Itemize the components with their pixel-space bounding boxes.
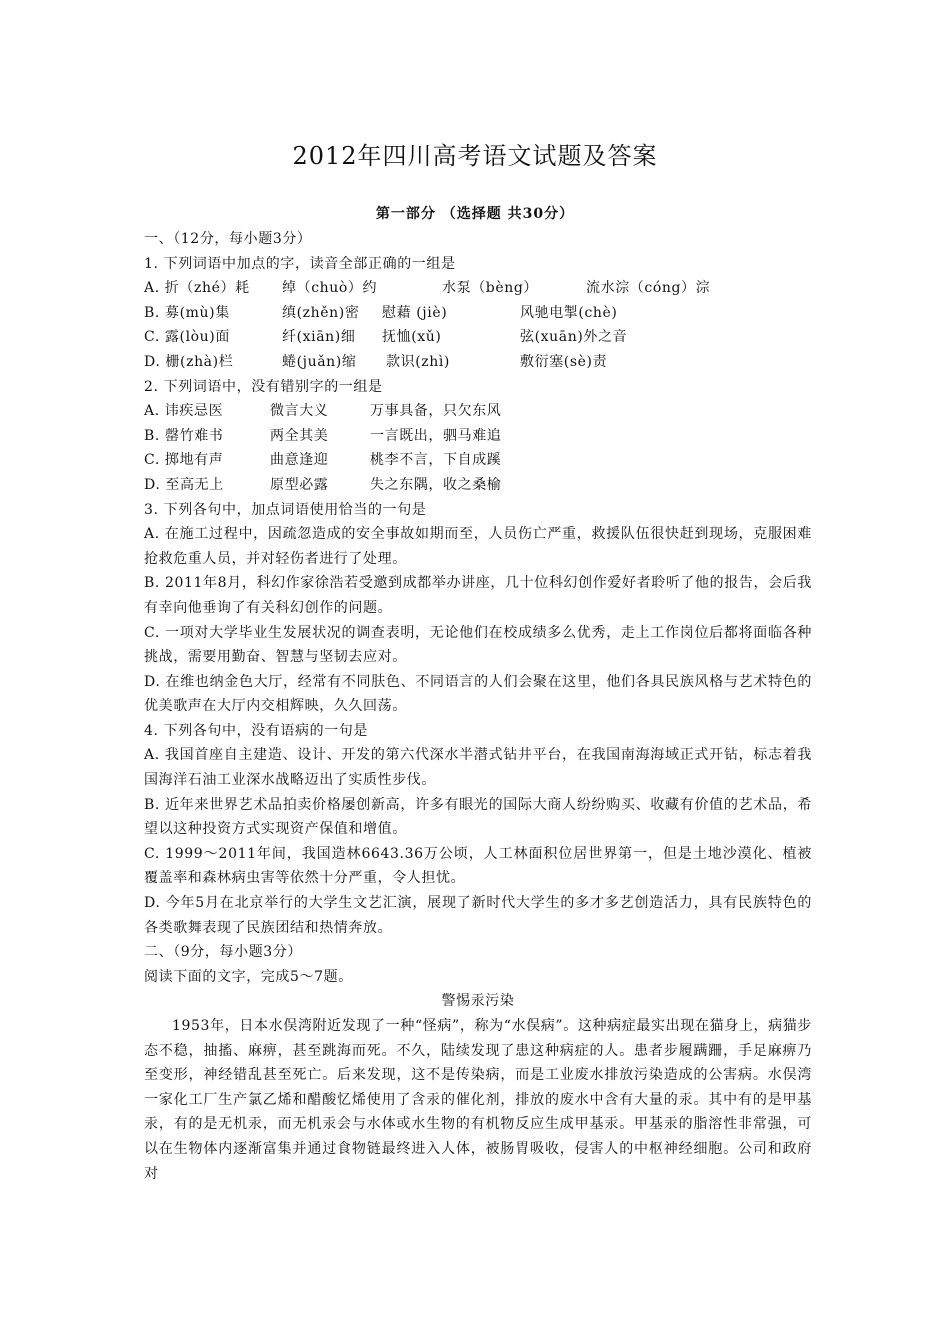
- option-item: B. 募(mù)集: [144, 304, 230, 321]
- section-heading: 一、（12分，每小题3分）: [144, 231, 312, 247]
- question-option: D. 在维也纳金色大厅，经常有不同肤色、不同语言的人们会聚在这里，他们各具民族风格与艺术特色的优美歌声在大厅内交相辉映，久久回荡。: [144, 673, 812, 715]
- option-item: 微言大义: [270, 403, 329, 420]
- option-item: 蜷(juǎn)缩: [282, 353, 357, 370]
- question-option: [144, 424, 812, 449]
- option-item: 敷衍塞(sè)责: [520, 353, 608, 370]
- option-item: 风驰电掣(chè): [520, 304, 618, 321]
- option-item: 慰藉 (jiè): [382, 304, 448, 321]
- question-option: [144, 276, 812, 301]
- option-item: 两全其美: [270, 427, 329, 444]
- question-option: C. 1999～2011年间，我国造林6643.36万公顷，人工林面积位居世界第一，但是土地沙漠化、植被覆盖率和森林病虫害等依然十分严重，令人担忧。: [144, 845, 812, 887]
- question-option: [144, 301, 812, 326]
- reading-instruction: 阅读下面的文字，完成5～7题。: [144, 968, 353, 985]
- question-option: A. 在施工过程中，因疏忽造成的安全事故如期而至，人员伤亡严重，救援队伍很快赶到现场，克服困难抢救危重人员，并对轻伤者进行了处理。: [144, 526, 812, 567]
- option-item: 原型必露: [270, 476, 329, 493]
- question-stem: 1. 下列词语中加点的字，读音全部正确的一组是: [144, 255, 456, 272]
- document-title: 2012年四川高考语文试题及答案: [292, 142, 658, 170]
- option-item: 失之东隅，收之桑榆: [370, 476, 502, 493]
- part-heading: 第一部分 （选择题 共30分）: [375, 206, 575, 222]
- option-item: C. 掷地有声: [144, 452, 224, 469]
- option-item: 款识(zhì): [386, 353, 450, 370]
- section-heading: 二、（9分，每小题3分）: [144, 944, 303, 961]
- option-item: D. 栅(zhà)栏: [144, 353, 234, 370]
- document-body: [144, 227, 812, 1186]
- question-option: [144, 448, 812, 473]
- question-stem: 2. 下列词语中，没有错别字的一组是: [144, 378, 383, 395]
- option-item: 抚恤(xǔ): [382, 329, 442, 346]
- passage-title: 警惕汞污染: [441, 993, 515, 1010]
- option-item: C. 露(lòu)面: [144, 329, 230, 346]
- option-item: A. 讳疾忌医: [144, 403, 224, 420]
- option-item: A. 折（zhé）耗: [144, 280, 250, 297]
- option-item: 水泵（bèng）: [442, 280, 539, 297]
- question-option: C. 一项对大学毕业生发展状况的调查表明，无论他们在校成绩多么优秀，走上工作岗位后都将面临各种挑战，需要用勤奋、智慧与坚韧去应对。: [144, 624, 812, 666]
- passage-paragraph: 1953年，日本水俣湾附近发现了一种“怪病”，称为“水俣病”。这种病症最实出现在猫身上，病猫步态不稳，抽搐、麻痹，甚至跳海而死。不久，陆续发现了患这种病症的人。患者步履蹒跚，手足麻痹乃至变形，神经错乱甚至死亡。后来发现，这不是传染病，而是工业废水排放污染造成的公害病。水俣湾一家化工厂生产氯乙烯和醋酸忆烯使用了含汞的催化剂，排放的废水中含有大量的汞。其中有的是甲基汞，有的是无机汞，而无机汞会与水体或水生物的有机物反应生成甲基汞。甲基汞的脂溶性非常强，可以在生物体内逐渐富集并通过食物链最终进入人体，被肠胃吸收，侵害人的中枢神经细胞。公司和政府对: [144, 1018, 812, 1182]
- question-option: D. 今年5月在北京举行的大学生文艺汇演，展现了新时代大学生的多才多艺创造活力，具有民族特色的各类歌舞表现了民族团结和热情奔放。: [144, 895, 812, 936]
- question-option: B. 近年来世界艺术品拍卖价格屡创新高，许多有眼光的国际大商人纷纷购买、收藏有价值的艺术品，希望以这种投资方式实现资产保值和增值。: [144, 796, 812, 838]
- option-item: 纤(xiān)细: [282, 329, 356, 346]
- option-item: B. 罄竹难书: [144, 427, 224, 444]
- question-option: [144, 473, 812, 498]
- option-item: 桃李不言，下自成蹊: [370, 452, 502, 469]
- question-option: [144, 325, 812, 350]
- question-option: A. 我国首座自主建造、设计、开发的第六代深水半潜式钻井平台，在我国南海海域正式开钻，标志着我国海洋石油工业深水战略迈出了实质性步伐。: [144, 747, 812, 789]
- option-item: 弦(xuān)外之音: [520, 329, 628, 346]
- question-option: [144, 399, 812, 424]
- option-item: 缜(zhěn)密: [282, 304, 360, 321]
- question-stem: 3. 下列各句中，加点词语使用恰当的一句是: [144, 501, 427, 518]
- option-item: D. 至高无上: [144, 476, 224, 493]
- option-item: 流水淙（cóng）淙: [586, 280, 711, 297]
- question-option: [144, 350, 812, 375]
- option-item: 一言既出，驷马难追: [370, 427, 502, 444]
- option-item: 曲意逢迎: [270, 452, 329, 469]
- option-item: 绰（chuò）约: [282, 280, 378, 297]
- question-stem: 4. 下列各句中，没有语病的一句是: [144, 722, 369, 739]
- question-option: B. 2011年8月，科幻作家徐浩若受邀到成都举办讲座，几十位科幻创作爱好者聆听了他的报告，会后我有幸向他垂询了有关科幻创作的问题。: [144, 575, 812, 616]
- option-item: 万事具备，只欠东风: [370, 403, 502, 420]
